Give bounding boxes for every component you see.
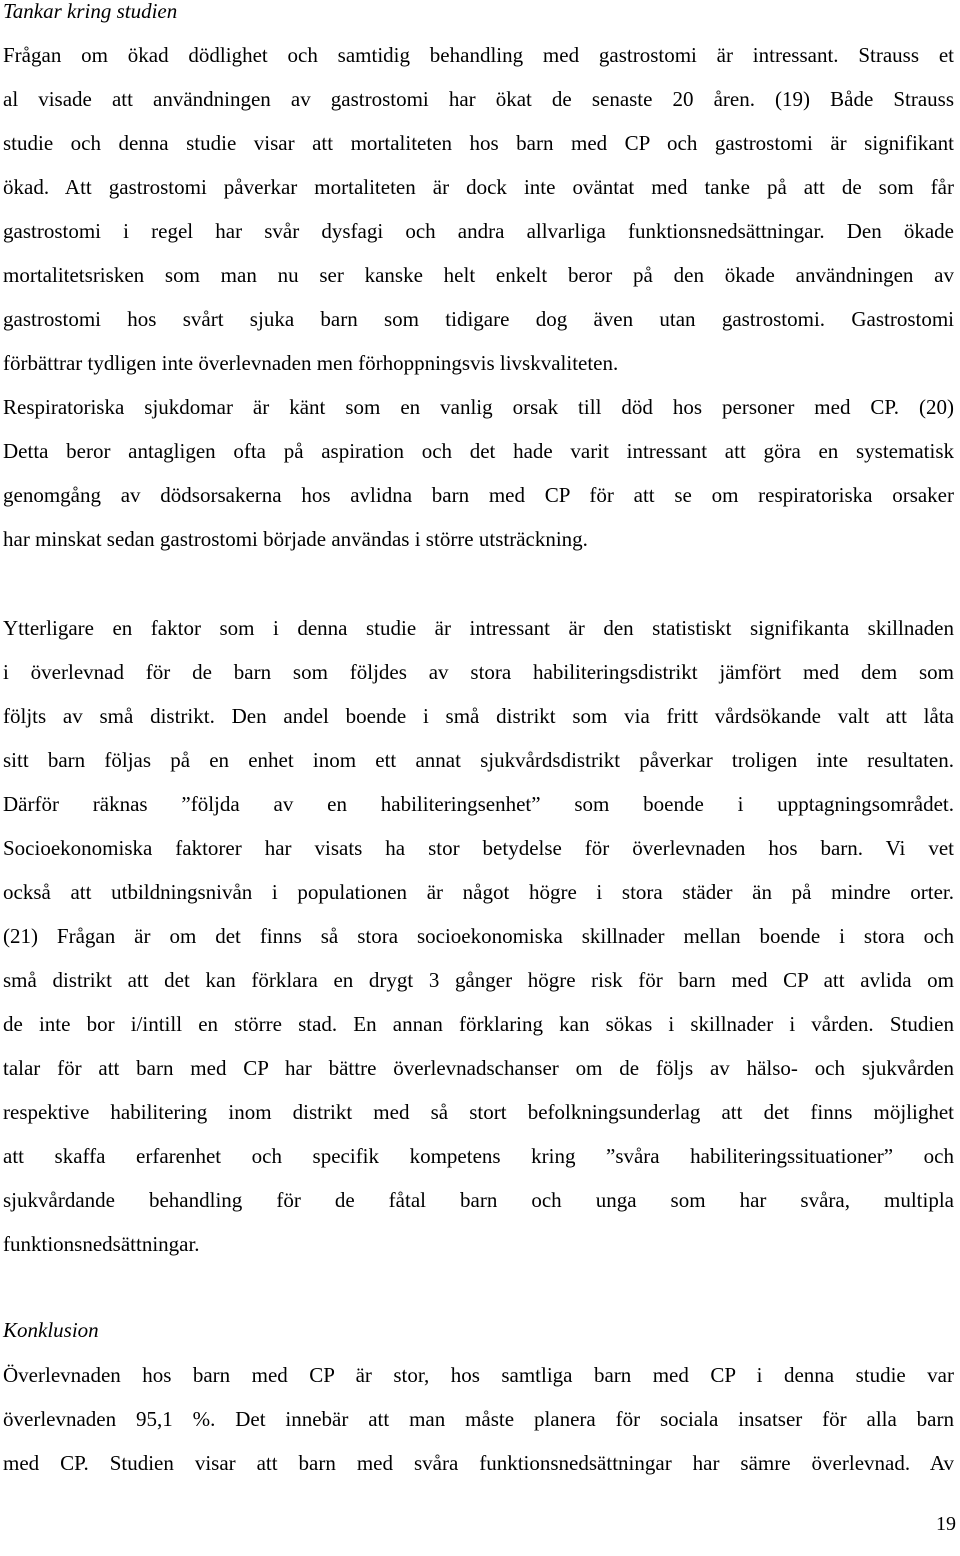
text-line: Respiratoriska sjukdomar är känt som en vanlig orsak till död hos personer med CP. (20) [3,395,954,419]
text-line: i överlevnad för de barn som följdes av stora habiliteringsdistrikt jämfört med dem som [3,660,954,684]
text-line: Överlevnaden hos barn med CP är stor, hos samtliga barn med CP i denna studie var [3,1363,954,1387]
text-line: Detta beror antagligen ofta på aspiration och det hade varit intressant att göra en systematisk [3,439,954,463]
text-line: ökad. Att gastrostomi påverkar mortaliteten är dock inte oväntat med tanke på att de som får [3,175,954,199]
section-heading-tankar: Tankar kring studien [3,0,178,23]
text-line: små distrikt att det kan förklara en drygt 3 gånger högre risk för barn med CP att avlida om [3,968,954,992]
text-line: med CP. Studien visar att barn med svåra funktionsnedsättningar har sämre överlevnad. Av [3,1451,954,1475]
text-line: al visade att användningen av gastrostomi har ökat de senaste 20 åren. (19) Både Strauss [3,87,954,111]
text-line: gastrostomi i regel har svår dysfagi och andra allvarliga funktionsnedsättningar. Den ökade [3,219,954,243]
text-line: studie och denna studie visar att mortaliteten hos barn med CP och gastrostomi är signifikant [3,131,954,155]
section-heading-konklusion: Konklusion [3,1318,99,1342]
text-line: förbättrar tydligen inte överlevnaden men förhoppningsvis livskvaliteten. [3,351,619,375]
text-line: gastrostomi hos svårt sjuka barn som tidigare dog även utan gastrostomi. Gastrostomi [3,307,954,331]
text-line: Socioekonomiska faktorer har visats ha stor betydelse för överlevnaden hos barn. Vi vet [3,836,954,860]
paragraph-1 [3,33,954,561]
text-line: talar för att barn med CP har bättre överlevnadschanser om de följs av hälso- och sjukvården [3,1056,954,1080]
text-line: sitt barn följas på en enhet inom ett annat sjukvårdsdistrikt påverkar troligen inte resultaten. [3,748,954,772]
text-line: Ytterligare en faktor som i denna studie är intressant är den statistiskt signifikanta skillnaden [3,616,954,640]
text-line: har minskat sedan gastrostomi började användas i större utsträckning. [3,527,588,551]
text-line: (21) Frågan är om det finns så stora socioekonomiska skillnader mellan boende i stora och [3,924,954,948]
text-line: genomgång av dödsorsakerna hos avlidna barn med CP för att se om respiratoriska orsaker [3,483,954,507]
text-line: mortalitetsrisken som man nu ser kanske helt enkelt beror på den ökade användningen av [3,263,954,287]
text-line: Därför räknas ”följda av en habiliteringsenhet” som boende i upptagningsområdet. [3,792,954,816]
text-line: funktionsnedsättningar. [3,1232,200,1256]
text-line: också att utbildningsnivån i populationen är något högre i stora städer än på mindre orter. [3,880,954,904]
text-line: följts av små distrikt. Den andel boende i små distrikt som via fritt vårdsökande valt att låta [3,704,954,728]
text-line: Frågan om ökad dödlighet och samtidig behandling med gastrostomi är intressant. Strauss et [3,43,954,67]
text-line: överlevnaden 95,1 %. Det innebär att man måste planera för sociala insatser för alla barn [3,1407,954,1431]
paragraph-2 [3,606,954,1266]
text-line: sjukvårdande behandling för de fåtal barn och unga som har svåra, multipla [3,1188,954,1212]
page-number: 19 [936,1513,956,1535]
paragraph-3 [3,1353,954,1485]
text-line: de inte bor i/intill en större stad. En annan förklaring kan sökas i skillnader i vården. Studien [3,1012,954,1036]
text-line: att skaffa erfarenhet och specifik kompetens kring ”svåra habiliteringssituationer” och [3,1144,954,1168]
text-line: respektive habilitering inom distrikt med så stort befolkningsunderlag att det finns möjlighet [3,1100,954,1124]
